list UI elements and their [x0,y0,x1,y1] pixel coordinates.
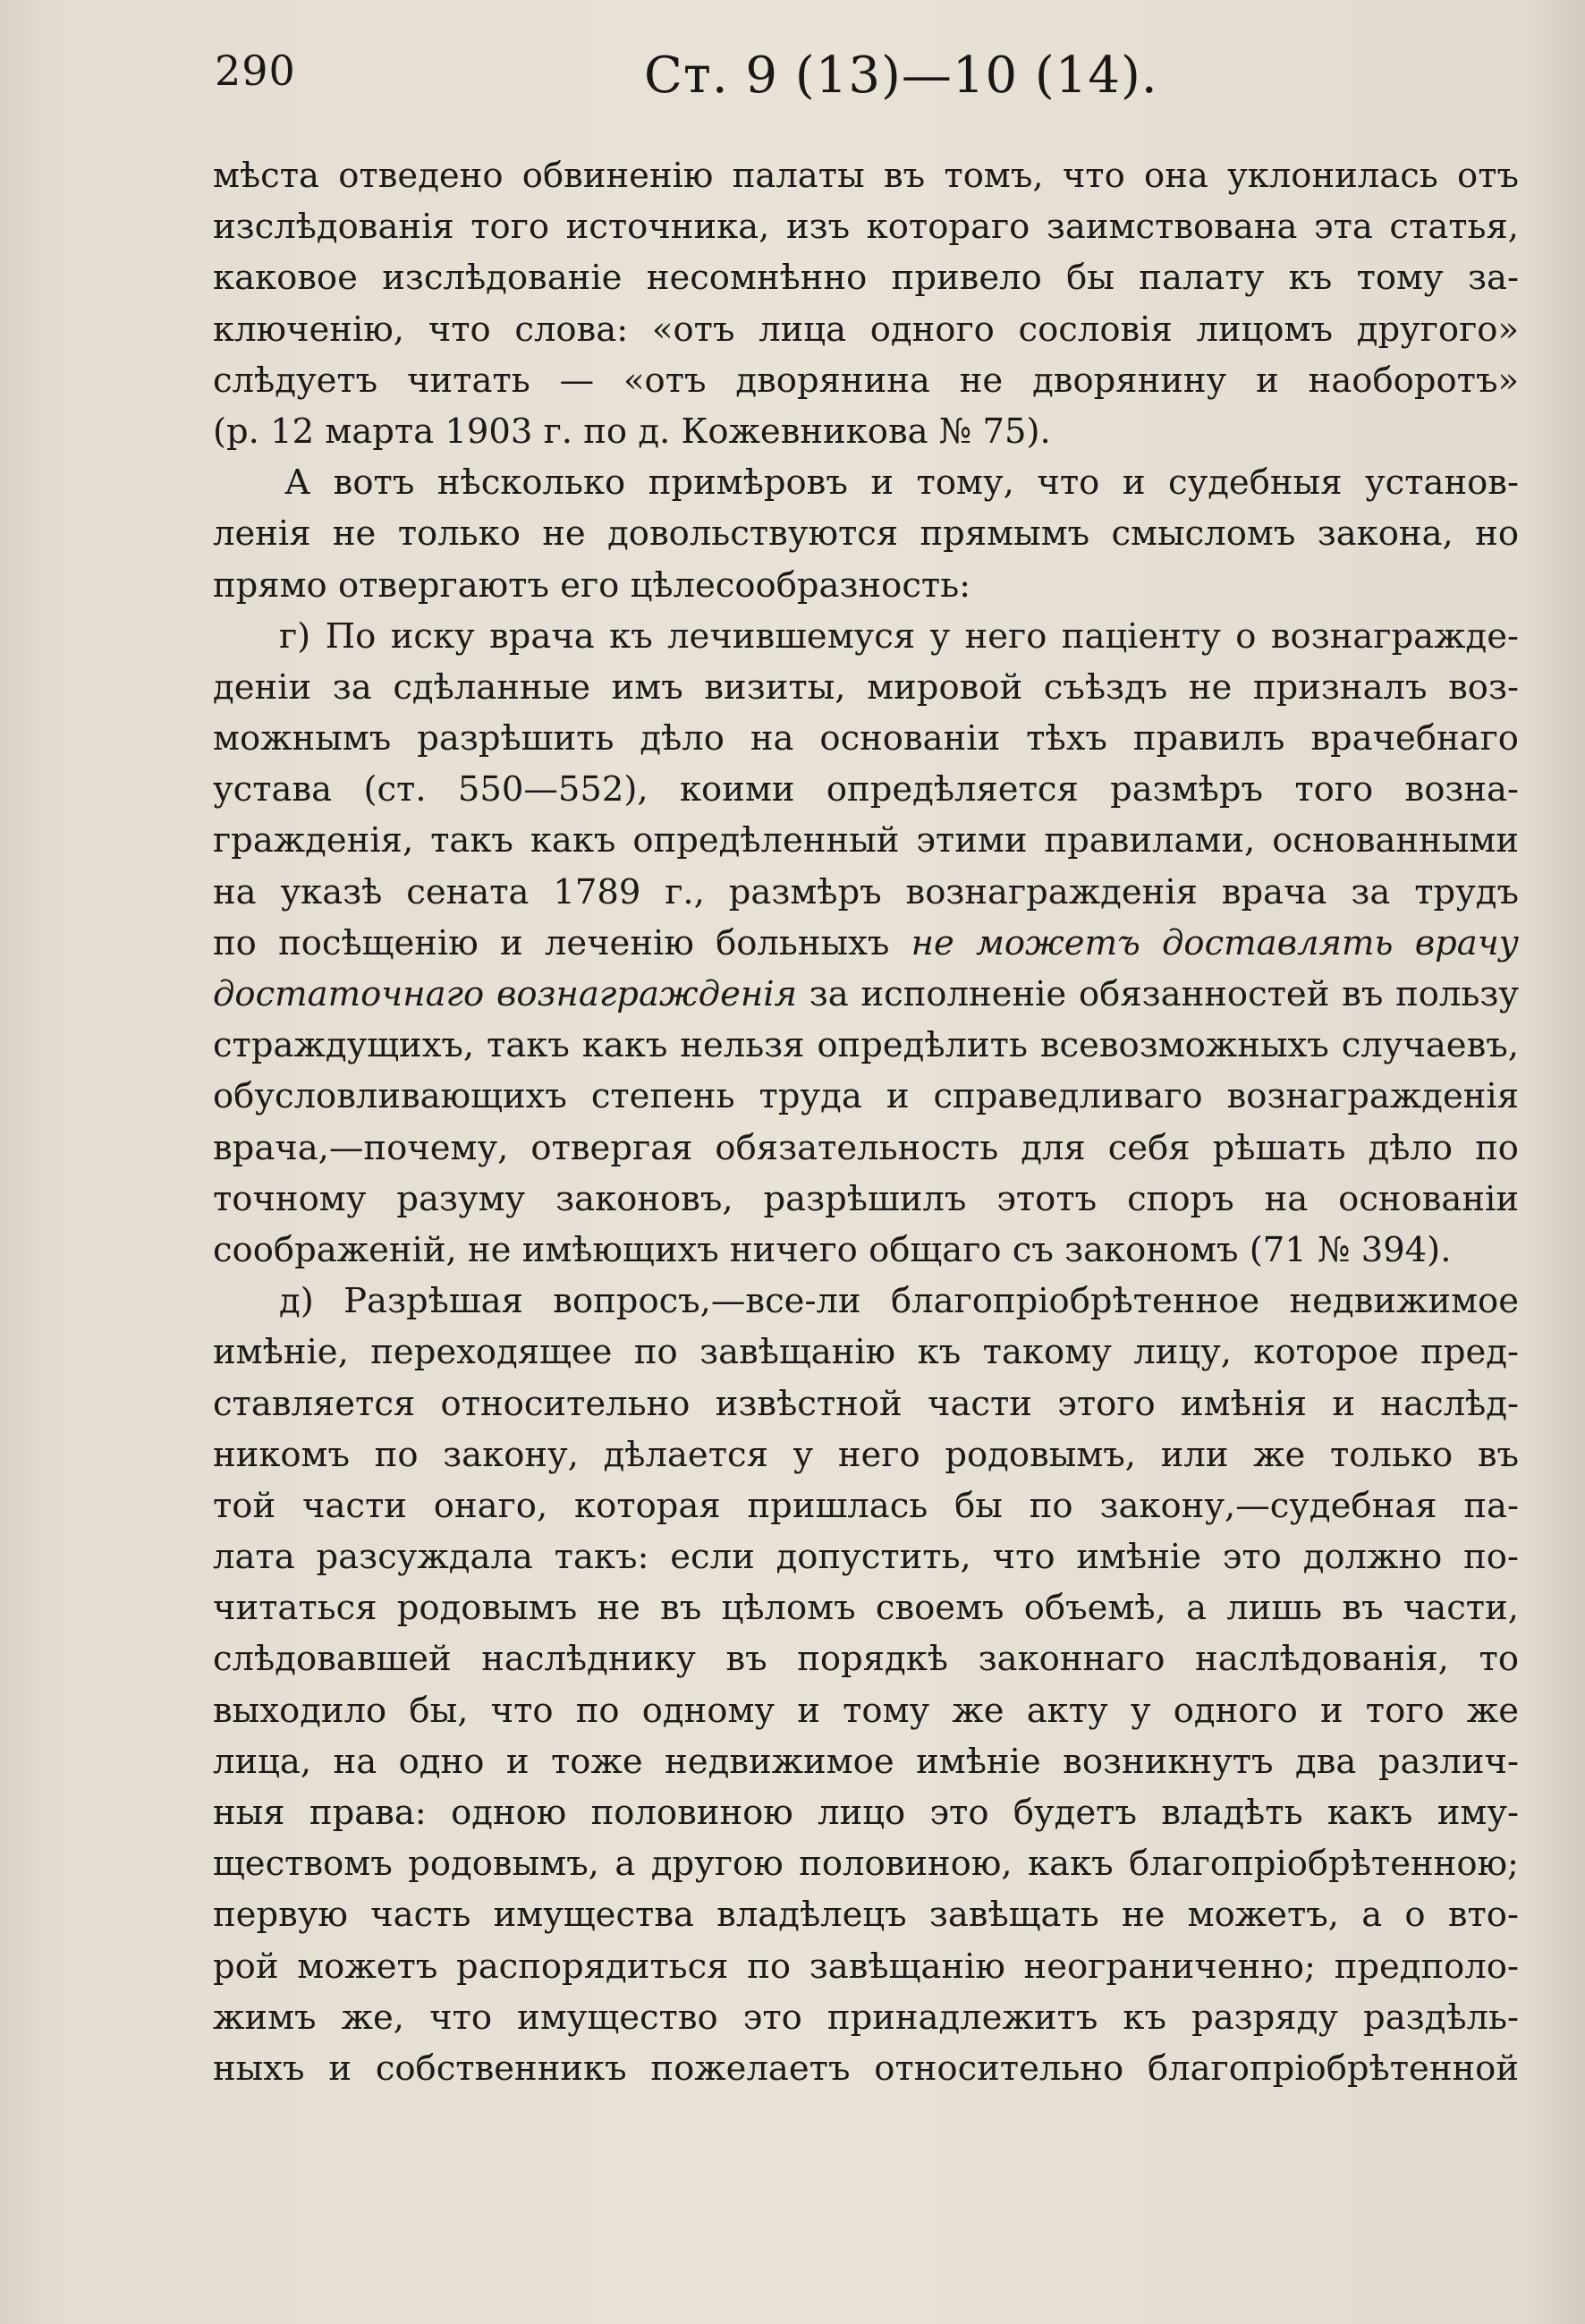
text-line: лата разсуждала такъ: если допустить, что имѣніе это должно по- [213,1537,1519,1578]
text-run: за исполненіе обязанностей въ пользу [797,974,1519,1014]
text-line: прямо отвергаютъ его цѣлесообразность: [213,564,971,606]
text-line: лица, на одно и тоже недвижимое имѣніе возникнутъ два различ- [213,1741,1519,1782]
text-line: ключенію, что слова: «отъ лица одного сословія лицомъ другого» [213,309,1519,350]
italic-run: достаточнаго вознагражденія [213,974,798,1014]
text-line: можнымъ разрѣшить дѣло на основаніи тѣхъ правилъ врачебнаго [213,718,1519,759]
text-line: на указѣ сената 1789 г., размѣръ вознагражденія врача за трудъ [213,871,1519,912]
text-line: точному разуму законовъ, разрѣшилъ этотъ споръ на основаніи [213,1178,1519,1219]
text-line: ществомъ родовымъ, а другою половиною, какъ благопріобрѣтенною; [213,1844,1519,1885]
text-line: мѣста отведено обвиненію палаты въ томъ, что она уклонилась отъ [213,156,1519,196]
text-line: слѣдуетъ читать — «отъ дворянина не дворянину и наоборотъ» [213,360,1519,401]
text-line: д) Разрѣшая вопросъ,—все-ли благопріобрѣтенное недвижимое [279,1281,1519,1322]
text-line: читаться родовымъ не въ цѣломъ своемъ объемѣ, а лишь въ части, [213,1588,1519,1629]
text-run: по посѣщенію и леченію больныхъ [213,922,911,963]
text-line: ставляется относительно извѣстной части этого имѣнія и наслѣд- [213,1383,1519,1424]
text-line: ныхъ и собственникъ пожелаетъ относительно благопріобрѣтенной [213,2048,1519,2089]
text-line: обусловливающихъ степень труда и справедливаго вознагражденія [213,1076,1519,1117]
text-line: врача,—почему, отвергая обязательность для себя рѣшать дѣло по [213,1127,1519,1168]
text-line: жимъ же, что имущество это принадлежитъ къ разряду раздѣль- [213,1997,1519,2038]
text-line: гражденія, такъ какъ опредѣленный этими правилами, основанными [213,820,1519,861]
text-line: деніи за сдѣланные имъ визиты, мировой съѣздъ не призналъ воз- [213,666,1519,708]
text-line: (р. 12 марта 1903 г. по д. Кожевникова № 75). [213,411,1051,452]
text-line-mixed [213,918,1519,969]
text-line: А вотъ нѣсколько примѣровъ и тому, что и судебныя установ- [284,462,1519,504]
text-line-mixed [213,969,1519,1020]
page-header [215,39,1521,111]
text-line: имѣніе, переходящее по завѣщанію къ такому лицу, которое пред- [213,1332,1519,1373]
text-line: рой можетъ распорядиться по завѣщанію неограниченно; предполо- [213,1946,1519,1987]
text-line: устава (ст. 550—552), коими опредѣляется размѣръ того возна- [213,769,1519,810]
text-line: никомъ по закону, дѣлается у него родовымъ, или же только въ [213,1434,1519,1475]
text-line: г) По иску врача къ лечившемуся у него паціенту о вознагражде- [279,615,1519,657]
italic-run: не можетъ доставлять врачу [911,922,1519,963]
text-line: соображеній, не имѣющихъ ничего общаго съ закономъ (71 № 394). [213,1229,1452,1270]
page-number: 290 [215,47,296,95]
text-line: изслѣдованія того источника, изъ котораго заимствована эта статья, [213,207,1519,248]
text-line: первую часть имущества владѣлецъ завѣщать не можетъ, а о вто- [213,1895,1519,1936]
running-head: Ст. 9 (13)—10 (14). [644,47,1158,105]
text-line: каковое изслѣдованіе несомнѣнно привело бы палату къ тому за- [213,258,1519,299]
text-line: ленія не только не довольствуются прямымъ смысломъ закона, но [213,513,1519,555]
text-line: той части онаго, которая пришлась бы по закону,—судебная па- [213,1485,1519,1526]
text-line: ныя права: одною половиною лицо это будетъ владѣть какъ иму- [213,1793,1519,1833]
text-line: выходило бы, что по одному и тому же акту у одного и того же [213,1690,1519,1731]
text-line: страждущихъ, такъ какъ нельзя опредѣлить всевозможныхъ случаевъ, [213,1025,1519,1066]
body-text [213,150,1519,2094]
text-line: слѣдовавшей наслѣднику въ порядкѣ законнаго наслѣдованія, то [213,1639,1519,1680]
